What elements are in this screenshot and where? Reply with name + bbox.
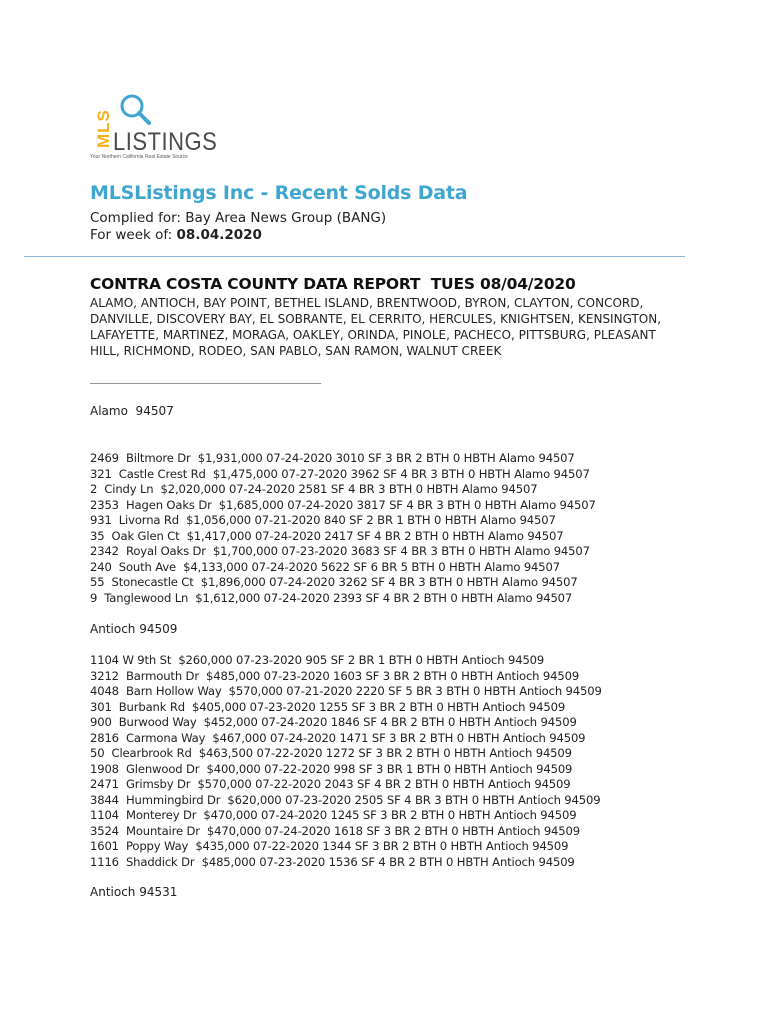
listing-row: 3524 Mountaire Dr $470,000 07-24-2020 1618 SF 3 BR 2 BTH 0 HBTH Antioch 94509 [90,823,580,838]
listing-row: 1116 Shaddick Dr $485,000 07-23-2020 1536 SF 4 BR 2 BTH 0 HBTH Antioch 94509 [90,854,575,869]
listing-row: 931 Livorna Rd $1,056,000 07-21-2020 840 SF 2 BR 1 BTH 0 HBTH Alamo 94507 [90,513,556,527]
listing-row: 2471 Grimsby Dr $570,000 07-22-2020 2043 SF 4 BR 2 BTH 0 HBTH Antioch 94509 [90,777,571,791]
listing-row: 55 Stonecastle Ct $1,896,000 07-24-2020 3262 SF 4 BR 3 BTH 0 HBTH Alamo 94507 [90,575,578,589]
listing-row: 1601 Poppy Way $435,000 07-22-2020 1344 SF 3 BR 2 BTH 0 HBTH Antioch 94509 [90,839,569,853]
listing-row: 50 Clearbrook Rd $463,500 07-22-2020 1272 SF 3 BR 2 BTH 0 HBTH Antioch 94509 [90,746,572,760]
week-label: For week of: [90,227,177,243]
listing-row: 900 Burwood Way $452,000 07-24-2020 1846 SF 4 BR 2 BTH 0 HBTH Antioch 94509 [90,715,577,729]
section-heading-alamo-94507: Alamo 94507 [90,404,174,418]
week-value: 08.04.2020 [176,227,262,243]
listing-block-antioch-94509 [90,653,602,870]
listing-row: 1104 W 9th St $260,000 07-23-2020 905 SF 2 BR 1 BTH 0 HBTH Antioch 94509 [90,653,545,667]
listing-row: 9 Tanglewood Ln $1,612,000 07-24-2020 2393 SF 4 BR 2 BTH 0 HBTH Alamo 94507 [90,590,573,605]
listing-row: 2816 Carmona Way $467,000 07-24-2020 1471 SF 3 BR 2 BTH 0 HBTH Antioch 94509 [90,730,586,745]
header-divider [24,256,685,257]
listing-row: 3212 Barmouth Dr $485,000 07-23-2020 1603 SF 3 BR 2 BTH 0 HBTH Antioch 94509 [90,668,580,683]
section-heading-antioch-94509: Antioch 94509 [90,622,178,636]
listing-block-alamo-94507 [90,451,596,606]
logo-wordmark: LISTINGS [113,127,218,156]
listing-row: 321 Castle Crest Rd $1,475,000 07-27-2020 3962 SF 4 BR 3 BTH 0 HBTH Alamo 94507 [90,466,590,481]
logo-mls-letters: MLS [94,109,113,148]
listing-row: 4048 Barn Hollow Way $570,000 07-21-2020 2220 SF 5 BR 3 BTH 0 HBTH Antioch 94509 [90,684,602,698]
listing-row: 3844 Hummingbird Dr $620,000 07-23-2020 2505 SF 4 BR 3 BTH 0 HBTH Antioch 94509 [90,792,601,807]
section-heading-antioch-94531: Antioch 94531 [90,885,178,899]
listing-row: 240 South Ave $4,133,000 07-24-2020 5622 SF 6 BR 5 BTH 0 HBTH Alamo 94507 [90,559,560,574]
listing-row: 2469 Biltmore Dr $1,931,000 07-24-2020 3010 SF 3 BR 2 BTH 0 HBTH Alamo 94507 [90,451,575,465]
separator-rule: ________________________________ [90,370,322,384]
mlslistings-logo [88,90,228,164]
listing-row: 2353 Hagen Oaks Dr $1,685,000 07-24-2020 3817 SF 4 BR 3 BTH 0 HBTH Alamo 94507 [90,497,596,512]
report-title: CONTRA COSTA COUNTY DATA REPORT TUES 08/04/2020 [90,275,576,293]
listing-row: 2342 Royal Oaks Dr $1,700,000 07-23-2020 3683 SF 4 BR 3 BTH 0 HBTH Alamo 94507 [90,544,590,558]
listing-row: 35 Oak Glen Ct $1,417,000 07-24-2020 2417 SF 4 BR 2 BTH 0 HBTH Alamo 94507 [90,528,564,543]
city-list: ALAMO, ANTIOCH, BAY POINT, BETHEL ISLAND, BRENTWOOD, BYRON, CLAYTON, CONCORD, DANVILLE, DISCOVERY BAY, EL SOBRANTE, EL CERRITO, HERCULES, KNIGHTSEN, KENSINGTON, LAFAYETTE, MARTINEZ, MORAGA, OAKLEY, ORINDA, PINOLE, PACHECO, PITTSBURG, PLEASANT HILL, RICHMOND, RODEO, SAN PABLO, SAN RAMON, WALNUT CREEK [90,296,662,358]
logo-tagline: Your Northern California Real Estate Source [90,154,188,160]
week-of-line [90,227,262,243]
listing-row: 301 Burbank Rd $405,000 07-23-2020 1255 SF 3 BR 2 BTH 0 HBTH Antioch 94509 [90,699,566,714]
listing-row: 1104 Monterey Dr $470,000 07-24-2020 1245 SF 3 BR 2 BTH 0 HBTH Antioch 94509 [90,808,577,822]
document-title: MLSListings Inc - Recent Solds Data [90,182,468,204]
compiled-for-line: Complied for: Bay Area News Group (BANG) [90,210,387,226]
listing-row: 1908 Glenwood Dr $400,000 07-22-2020 998 SF 3 BR 1 BTH 0 HBTH Antioch 94509 [90,761,573,776]
listing-row: 2 Cindy Ln $2,020,000 07-24-2020 2581 SF 4 BR 3 BTH 0 HBTH Alamo 94507 [90,482,538,496]
